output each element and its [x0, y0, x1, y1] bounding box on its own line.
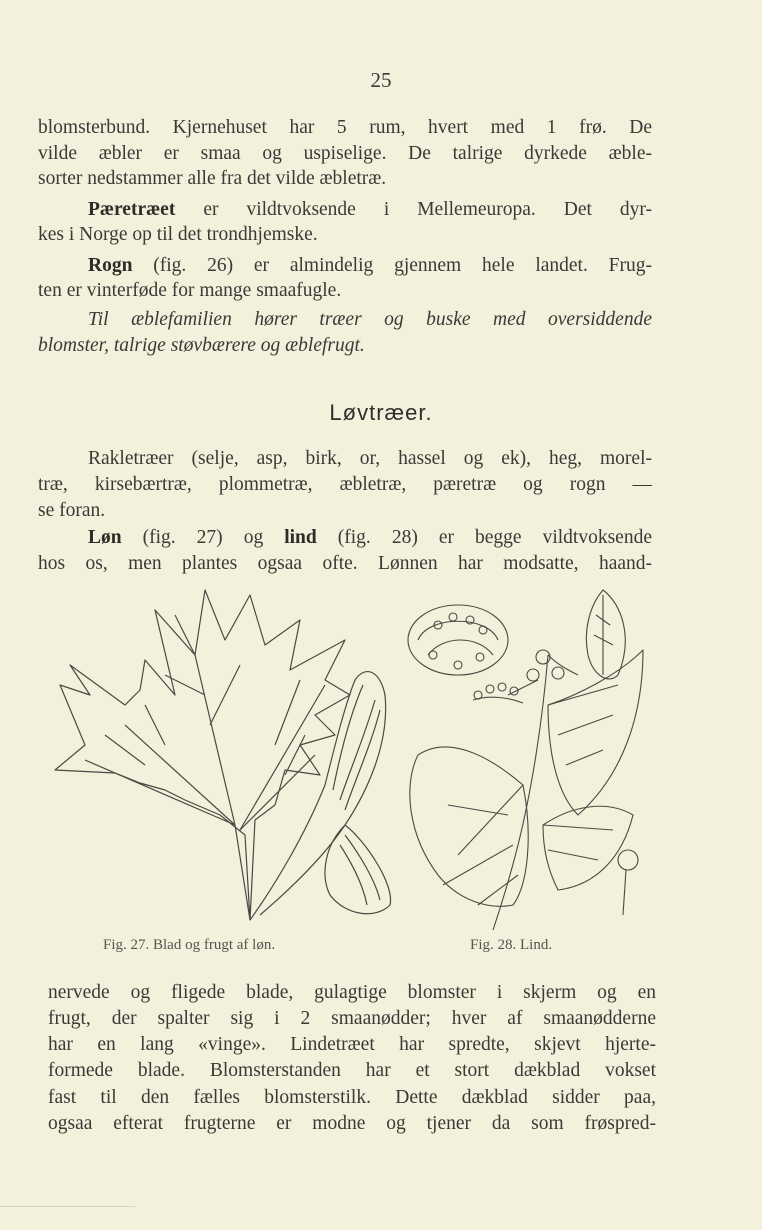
text-line: kes i Norge op til det trondhjemske.	[38, 224, 318, 245]
text-line: formede blade. Blomsterstanden har et stort dækblad vokset	[48, 1060, 656, 1081]
text-line: fast til den fælles blomsterstilk. Dette dækblad sidder paa,	[48, 1087, 656, 1108]
text-line: blomsterbund. Kjernehuset har 5 rum, hvert med 1 frø. De	[38, 117, 652, 138]
maple-leaf-illustration	[45, 585, 420, 930]
figure-caption-27: Fig. 27. Blad og frugt af løn.	[103, 937, 276, 953]
text-line: vilde æbler er smaa og uspiselige. De talrige dyrkede æble-	[38, 143, 652, 164]
text-line: har en lang «vinge». Lindetræet har spredte, skjevt hjerte-	[48, 1034, 656, 1055]
text-line: Rogn (fig. 26) er almindelig gjennem hele landet. Frug-	[88, 255, 652, 276]
linden-illustration	[398, 585, 648, 930]
page-number: 25	[370, 68, 392, 92]
figure-caption-28: Fig. 28. Lind.	[470, 937, 553, 953]
text-line: se foran.	[38, 500, 106, 521]
text-line: Løn (fig. 27) og lind (fig. 28) er begge vildtvoksende	[88, 527, 652, 548]
text-line: ogsaa efterat frugterne er modne og tjener da som frøspred-	[48, 1113, 656, 1134]
term-rogn: Rogn	[88, 255, 133, 276]
text-line: ten er vinterføde for mange smaafugle.	[38, 280, 342, 301]
text-line: hos os, men plantes ogsaa ofte. Lønnen har modsatte, haand-	[38, 553, 652, 574]
italic-note-line: blomster, talrige støvbærere og æblefrugt.	[38, 335, 365, 356]
text-line: nervede og fligede blade, gulagtige blomster i skjerm og en	[48, 982, 656, 1003]
text-line: frugt, der spalter sig i 2 smaanødder; hver af smaanødderne	[48, 1008, 656, 1029]
term-lind: lind	[284, 527, 317, 548]
italic-note-line: Til æblefamilien hører træer og buske med oversiddende	[88, 309, 652, 330]
text-line: træ, kirsebærtræ, plommetræ, æbletræ, pæretræ og rogn —	[38, 474, 652, 495]
section-heading: Løvtræer.	[329, 400, 433, 425]
term-lon: Løn	[88, 527, 122, 548]
term-paeretraeet: Pæretræet	[88, 199, 176, 220]
text-line: Pæretræet er vildtvoksende i Mellemeuropa. Det dyr-	[88, 199, 652, 220]
text-line: Rakletræer (selje, asp, birk, or, hassel og ek), heg, morel-	[88, 448, 652, 469]
page-edge-mark	[0, 1206, 135, 1230]
text-line: sorter nedstammer alle fra det vilde æbletræ.	[38, 168, 387, 189]
